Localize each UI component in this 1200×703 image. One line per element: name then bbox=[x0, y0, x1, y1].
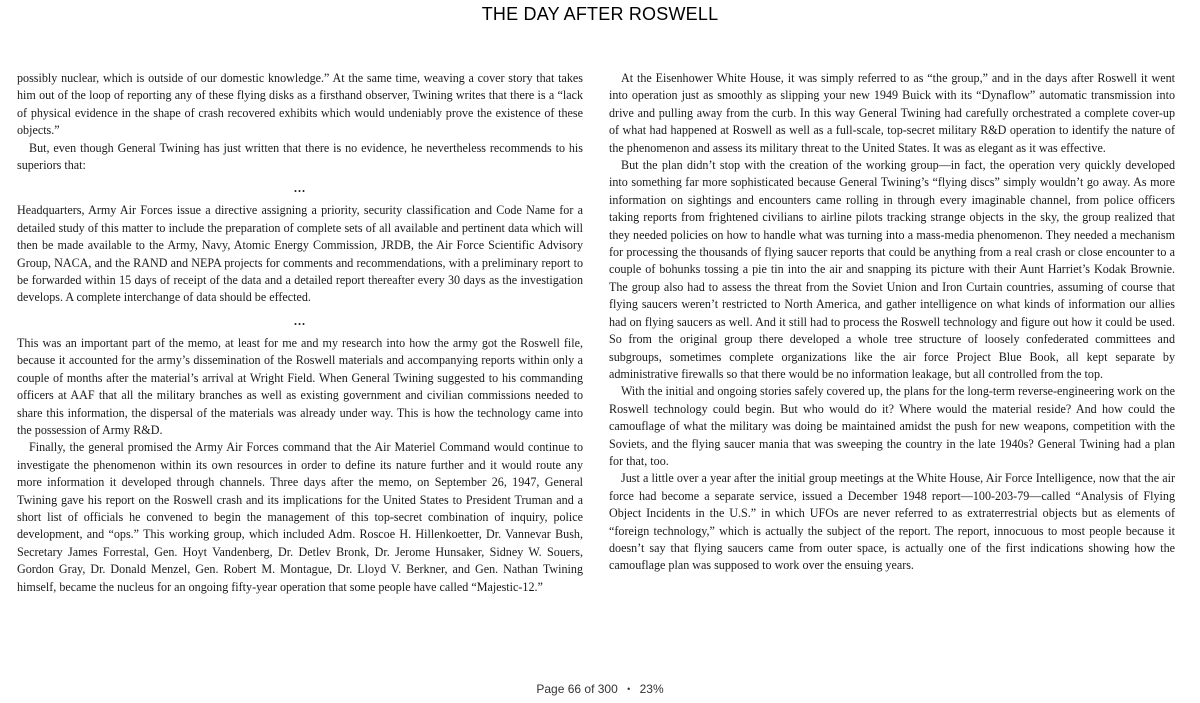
page-indicator: Page 66 of 300 bbox=[536, 682, 618, 696]
left-paragraph-1: possibly nuclear, which is outside of our domestic knowledge.” At the same time, weaving a cover story that takes him out of the loop of reporting any of these flying disks as a firsthand observer, Twining writes that there is a “lack of physical evidence in the shape of crash recovered exhibits which would undeniably prove the existence of these objects.” bbox=[17, 71, 583, 138]
right-paragraph-1: At the Eisenhower White House, it was simply referred to as “the group,” and in the days after Roswell it went into operation just as smoothly as slipping your new 1949 Buick with its “Dynaflow” automatic transmission into drive and pulling away from the curb. In this way General Twining had carefully orchestrated a complete cover-up of what had happened at Roswell as well as a full-scale, top-secret military R&D operation to identify the nature of the phenomenon and assess its military threat to the United States. It was as elegant as it was effective. bbox=[609, 71, 1175, 155]
right-paragraph-3: With the initial and ongoing stories safely covered up, the plans for the long-term reverse-engineering work on the Roswell technology could begin. But who would do it? Where would the material reside? And how could the camouflage of what the military was doing be maintained amidst the push for new weapons, competition with the Soviets, and the flying saucer mania that was sweeping the country in the late 1940s? General Twining had a plan for that, too. bbox=[609, 384, 1175, 468]
left-paragraph-3: This was an important part of the memo, at least for me and my research into how the army got the Roswell file, because it accounted for the army’s dissemination of the Roswell materials and accompanying reports within only a couple of months after the material’s arrival at Wright Field. When General Twining suggested to his commanding officers at AAF that all the military branches as well as existing government and civilian commissions needed to share this information, the dispersal of the materials was already under way. This is how the technology came into the possession of Army R&D. bbox=[17, 335, 583, 437]
left-paragraph-2: But, even though General Twining has just written that there is no evidence, he nevertheless recommends to his superiors that: bbox=[17, 140, 583, 173]
progress-percent: 23% bbox=[639, 682, 664, 696]
book-title: THE DAY AFTER ROSWELL bbox=[481, 4, 719, 24]
separator-dot: • bbox=[627, 684, 631, 694]
right-page bbox=[609, 70, 1175, 575]
section-break-ellipsis: ... bbox=[293, 181, 307, 196]
reading-status-bar bbox=[0, 682, 1200, 696]
block-quote: Headquarters, Army Air Forces issue a directive assigning a priority, security classification and Code Name for a detailed study of this matter to include the preparation of complete sets of all available and pertinent data which will then be made available to the Army, Navy, Atomic Energy Commission, JRDB, the Air Force Scientific Advisory Group, NACA, and the RAND and NEPA projects for comments and recommendations, with a preliminary report to be forwarded within 15 days of receipt of the data and a detailed report thereafter every 30 days as the investigation develops. A complete interchange of data should be effected. bbox=[17, 203, 583, 305]
left-page bbox=[17, 70, 583, 596]
right-paragraph-2: But the plan didn’t stop with the creation of the working group—in fact, the operation very quickly developed into something far more sophisticated because General Twining’s “flying discs” simply wouldn’t go away. As more information on sightings and encounters came rolling in through every imaginable channel, from police officers taking reports from frightened civilians to airline pilots tracking strange objects in the sky, the group realized that they needed policies on how to handle what was turning into a mass-media phenomenon. They needed a mechanism for processing the thousands of flying saucer reports that could be anything from a real crash or close encounter to a couple of bohunks tossing a pie tin into the air and snapping its picture with their Aunt Harriet’s Kodak Brownie. The group also had to assess the threat from the Soviet Union and Iron Curtain countries, assuming of course that flying saucers weren’t restricted to North America, and gather intelligence on what kinds of information our allies had on flying saucers as well. And it still had to process the Roswell technology and figure out how it could be used. So from the original group there developed a whole tree structure of loosely confederated committees and subgroups, sometimes complete organizations like the air force Project Blue Book, all kept separate by administrative firewalls so that there would be no information leakage, but all controlled from the top. bbox=[609, 158, 1175, 381]
right-paragraph-4: Just a little over a year after the initial group meetings at the White House, Air Force Intelligence, now that the air force had become a separate service, issued a December 1948 report—100-203-79—called “Analysis of Flying Object Incidents in the U.S.” in which UFOs are never referred to as extraterrestrial objects but as elements of “foreign technology,” which is actually the subject of the report. The report, innocuous to most people because it doesn’t say that flying saucers came from outer space, is actually one of the first indications showing how the camouflage plan was supposed to work over the ensuing years. bbox=[609, 471, 1175, 573]
section-break-ellipsis: ... bbox=[293, 313, 307, 328]
left-paragraph-4: Finally, the general promised the Army Air Forces command that the Air Materiel Command would continue to investigate the phenomenon within its own resources in order to define its nature further and it would route any more information it developed through channels. Three days after the memo, on September 26, 1947, General Twining gave his report on the Roswell crash and its implications for the United States to President Truman and a short list of officials he convened to begin the management of this top-secret combination of inquiry, police development, and “ops.” This working group, which included Adm. Roscoe H. Hillenkoetter, Dr. Vannevar Bush, Secretary James Forrestal, Gen. Hoyt Vandenberg, Dr. Detlev Bronk, Dr. Jerome Hunsaker, Sidney W. Souers, Gordon Gray, Dr. Donald Menzel, Gen. Robert M. Montague, Dr. Lloyd V. Berkner, and Gen. Nathan Twining himself, became the nucleus for an ongoing fifty-year operation that some people have called “Majestic-12.” bbox=[17, 440, 583, 594]
